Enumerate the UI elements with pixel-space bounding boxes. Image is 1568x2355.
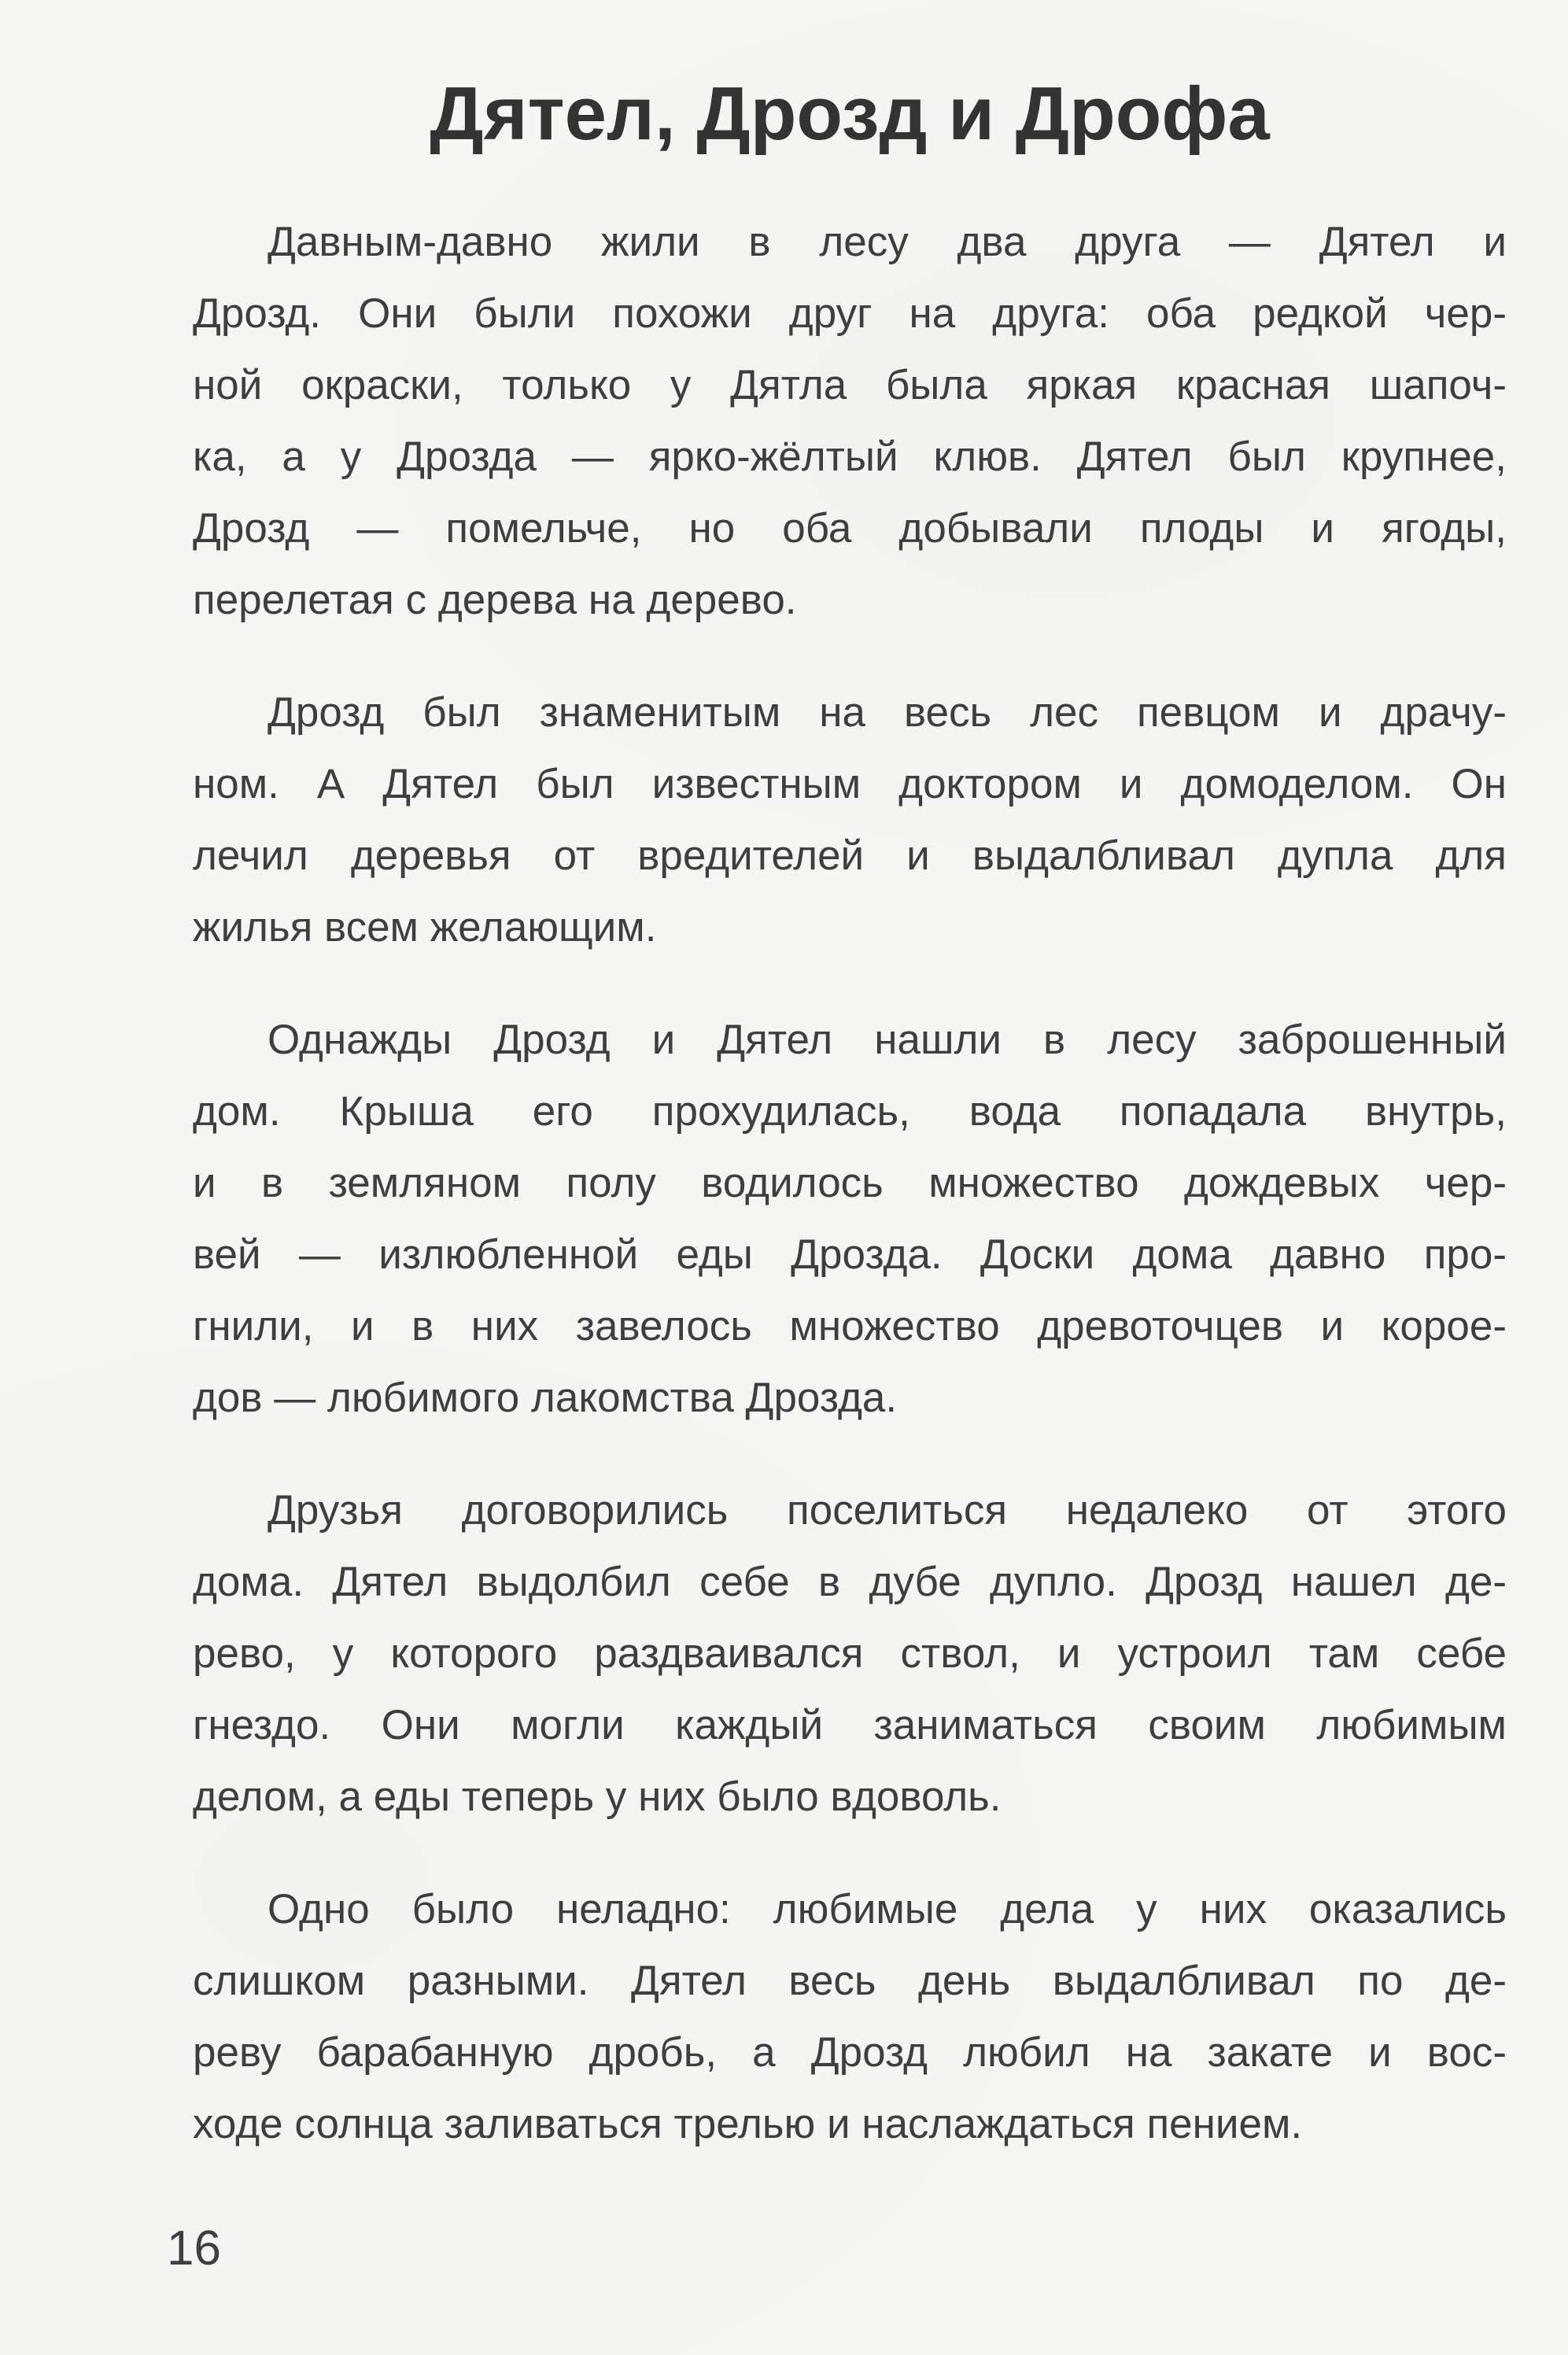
text-line: Однажды Дрозд и Дятел нашли в лесу заброшенный [267,1017,1507,1063]
text-line: Дрозд был знаменитым на весь лес певцом и драчу- [267,689,1507,736]
text-line: ходе солнца заливаться трелью и наслаждаться пением. [193,2101,1303,2147]
text-line: Дрозд. Они были похожи друг на друга: оба редкой чер- [193,290,1507,337]
text-line: Друзья договорились поселиться недалеко от этого [267,1487,1507,1534]
text-line: и в земляном полу водилось множество дождевых чер- [193,1160,1507,1206]
paragraph [193,1004,1507,1434]
text-line: ка, а у Дрозда — ярко-жёлтый клюв. Дятел был крупнее, [193,434,1507,480]
paragraph [193,1873,1507,2160]
text-line: гнездо. Они могли каждый заниматься своим любимым [193,1702,1507,1748]
page-title: Дятел, Дрозд и Дрофа [430,72,1270,157]
text-line: делом, а еды теперь у них было вдоволь. [193,1774,1002,1820]
page-text [193,206,1507,2160]
page-number: 16 [167,2221,221,2276]
text-line: ном. А Дятел был известным доктором и домоделом. Он [193,761,1507,807]
text-line: перелетая с дерева на дерево. [193,577,797,623]
paragraph [193,1475,1507,1833]
text-line: дом. Крыша его прохудилась, вода попадала внутрь, [193,1088,1507,1135]
text-line: Дрозд — помельче, но оба добывали плоды и ягоды, [193,505,1507,552]
text-line: рево, у которого раздваивался ствол, и устроил там себе [193,1630,1507,1677]
text-line: лечил деревья от вредителей и выдалбливал дупла для [193,832,1507,879]
text-line: дов — любимого лакомства Дрозда. [193,1375,898,1421]
text-line: дома. Дятел выдолбил себе в дубе дупло. Дрозд нашел де- [193,1559,1507,1605]
text-line: реву барабанную дробь, а Дрозд любил на закате и вос- [193,2029,1507,2076]
text-line: Одно было неладно: любимые дела у них оказались [267,1886,1507,1932]
text-line: гнили, и в них завелось множество древоточцев и корое- [193,1303,1507,1349]
paragraph [193,206,1507,636]
text-line: жилья всем желающим. [193,904,657,950]
text-line: слишком разными. Дятел весь день выдалбливал по де- [193,1958,1507,2004]
paragraph [193,677,1507,963]
text-line: Давным-давно жили в лесу два друга — Дятел и [267,219,1507,265]
text-line: вей — излюбленной еды Дрозда. Доски дома давно про- [193,1231,1507,1278]
text-line: ной окраски, только у Дятла была яркая красная шапоч- [193,362,1507,408]
